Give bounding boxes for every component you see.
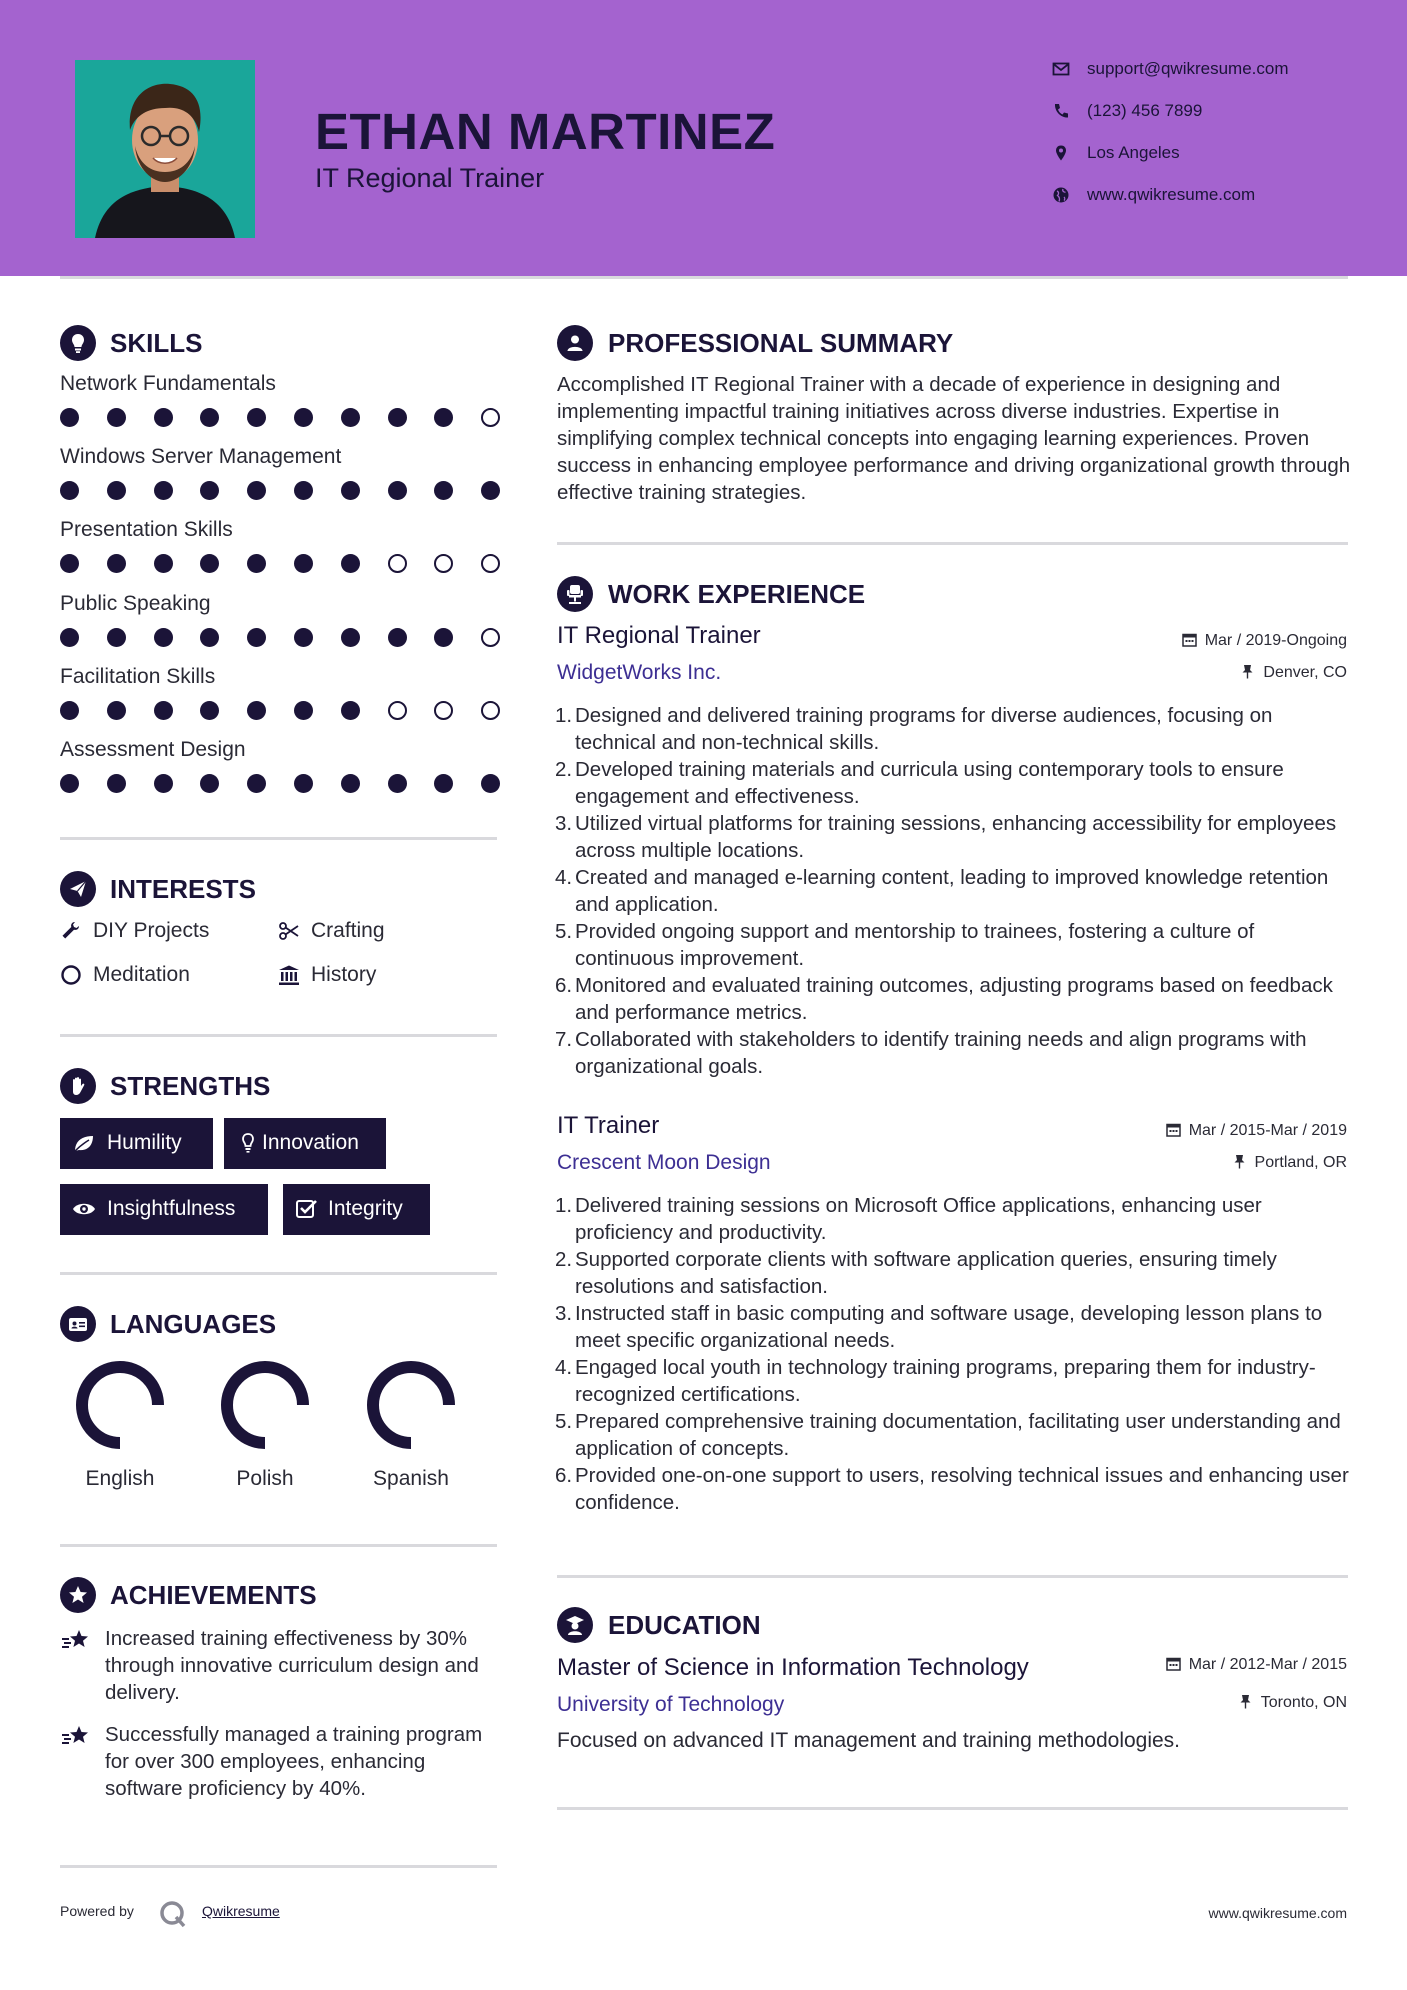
bullet-number: 2. xyxy=(555,758,573,781)
job-bullet xyxy=(557,1300,1357,1354)
skill-name: Windows Server Management xyxy=(60,445,342,468)
language-level-arc xyxy=(82,1367,158,1443)
hand-icon xyxy=(67,1075,89,1097)
strength-badge: Integrity xyxy=(283,1184,430,1235)
job-bullet xyxy=(557,1354,1357,1408)
rating-dot-empty xyxy=(481,408,500,427)
section-divider xyxy=(557,1807,1348,1810)
bullet-text: Provided one-on-one support to users, resolving technical issues and enhancing user confidence. xyxy=(575,1464,1349,1514)
bullet-text: Collaborated with stakeholders to identify training needs and align programs with organizational goals. xyxy=(575,1028,1307,1078)
skill-rating xyxy=(60,701,500,723)
bullet-text: Provided ongoing support and mentorship to trainees, fostering a culture of continuous improvement. xyxy=(575,920,1255,970)
languages-section-icon xyxy=(60,1306,96,1342)
rating-dot-filled xyxy=(247,554,266,573)
bullet-text: Monitored and evaluated training outcomes, adjusting programs based on feedback and performance metrics. xyxy=(575,974,1333,1024)
education-dates: Mar / 2012-Mar / 2015 xyxy=(1166,1656,1347,1674)
bullet-text: Instructed staff in basic computing and software usage, developing lesson plans to meet specific organizational needs. xyxy=(575,1302,1323,1352)
section-divider xyxy=(60,1272,497,1275)
bullet-number: 1. xyxy=(555,704,573,727)
rating-dot-empty xyxy=(481,554,500,573)
rating-dot-filled xyxy=(154,628,173,647)
rating-dot-filled xyxy=(107,701,126,720)
achievement-item: Successfully managed a training program for over 300 employees, enhancing software proficiency by 40%. xyxy=(60,1721,490,1802)
rating-dot-filled xyxy=(107,774,126,793)
rating-dot-filled xyxy=(60,774,79,793)
powered-by-label: Powered by xyxy=(60,1903,134,1919)
language-item: English xyxy=(50,1357,190,1491)
rating-dot-filled xyxy=(107,554,126,573)
section-divider xyxy=(60,1865,497,1868)
rating-dot-filled xyxy=(247,481,266,500)
achievements-heading: ACHIEVEMENTS xyxy=(110,1580,317,1610)
rating-dot-filled xyxy=(294,408,313,427)
bullet-number: 6. xyxy=(555,974,573,997)
user-icon xyxy=(564,332,586,354)
rating-dot-filled xyxy=(60,408,79,427)
strength-badge: Humility xyxy=(60,1118,213,1169)
header-divider xyxy=(60,276,1348,279)
education-school: University of Technology xyxy=(557,1693,785,1716)
bullet-number: 2. xyxy=(555,1248,573,1271)
bullet-text: Utilized virtual platforms for training sessions, enhancing accessibility for employees across multiple locations. xyxy=(575,812,1337,862)
rating-dot-filled xyxy=(107,628,126,647)
section-divider xyxy=(557,542,1348,545)
qwikresume-link[interactable]: Qwikresume xyxy=(202,1903,280,1919)
bullet-number: 5. xyxy=(555,920,573,943)
job-bullet xyxy=(557,1026,1357,1080)
experience-heading: WORK EXPERIENCE xyxy=(608,579,866,609)
job-bullet xyxy=(557,864,1357,918)
office-chair-icon xyxy=(564,583,586,605)
job-dates: Mar / 2019-Ongoing xyxy=(1182,632,1347,650)
summary-section-icon xyxy=(557,325,593,361)
rating-dot-filled xyxy=(200,701,219,720)
rating-dot-empty xyxy=(434,701,453,720)
language-level-arc xyxy=(227,1367,303,1443)
rating-dot-filled xyxy=(247,628,266,647)
job-bullet xyxy=(557,1462,1357,1516)
person-portrait-icon xyxy=(75,60,255,238)
section-divider xyxy=(60,1544,497,1547)
rating-dot-filled xyxy=(434,628,453,647)
pushpin-icon xyxy=(1232,1154,1247,1169)
language-level-ring xyxy=(72,1357,168,1453)
rating-dot-empty xyxy=(434,554,453,573)
footer-website[interactable]: www.qwikresume.com xyxy=(1208,1905,1347,1921)
rating-dot-filled xyxy=(481,774,500,793)
wrench-icon xyxy=(60,920,82,942)
job-location: Portland, OR xyxy=(1232,1154,1347,1172)
job-bullet xyxy=(557,702,1357,756)
rating-dot-empty xyxy=(388,554,407,573)
map-marker-icon xyxy=(1052,144,1070,162)
skill-name: Assessment Design xyxy=(60,738,246,761)
experience-section-icon xyxy=(557,576,593,612)
education-heading: EDUCATION xyxy=(608,1610,761,1640)
language-level-ring xyxy=(217,1357,313,1453)
job-role: IT Regional Trainer xyxy=(557,622,761,649)
skill-rating xyxy=(60,554,500,576)
calendar-icon xyxy=(1182,632,1197,647)
rating-dot-filled xyxy=(60,554,79,573)
strength-badge: Insightfulness xyxy=(60,1184,268,1235)
bullet-number: 1. xyxy=(555,1194,573,1217)
bullet-text: Engaged local youth in technology training programs, preparing them for industry-recognized certifications. xyxy=(575,1356,1316,1406)
languages-heading: LANGUAGES xyxy=(110,1309,277,1339)
rating-dot-filled xyxy=(294,774,313,793)
job-bullet xyxy=(557,918,1357,972)
profile-photo xyxy=(75,60,255,238)
rating-dot-filled xyxy=(388,481,407,500)
shooting-star-icon xyxy=(60,1627,92,1655)
job-bullet xyxy=(557,810,1357,864)
job-bullet xyxy=(557,1192,1357,1246)
bullet-text: Prepared comprehensive training documentation, facilitating user understanding and application of concepts. xyxy=(575,1410,1341,1460)
rating-dot-filled xyxy=(434,774,453,793)
bullet-text: Designed and delivered training programs for diverse audiences, focusing on technical and non-technical skills. xyxy=(575,704,1273,754)
job-bullet-list xyxy=(557,1192,1357,1516)
bullet-text: Developed training materials and curricula using contemporary tools to ensure engagement and effectiveness. xyxy=(575,758,1284,808)
rating-dot-filled xyxy=(388,774,407,793)
education-description: Focused on advanced IT management and training methodologies. xyxy=(557,1729,1181,1752)
bullet-text: Created and managed e-learning content, leading to improved knowledge retention and application. xyxy=(575,866,1329,916)
qwikresume-logo-icon xyxy=(158,1899,188,1929)
bullet-text: Delivered training sessions on Microsoft Office applications, enhancing user proficiency and productivity. xyxy=(575,1194,1262,1244)
bullet-number: 3. xyxy=(555,1302,573,1325)
bullet-number: 4. xyxy=(555,866,573,889)
rating-dot-empty xyxy=(481,701,500,720)
rating-dot-filled xyxy=(60,481,79,500)
scissors-icon xyxy=(278,920,300,942)
job-company: Crescent Moon Design xyxy=(557,1151,771,1174)
education-section-icon xyxy=(557,1607,593,1643)
pushpin-icon xyxy=(1238,1694,1253,1709)
skill-rating xyxy=(60,481,500,503)
summary-heading: PROFESSIONAL SUMMARY xyxy=(608,328,954,358)
strengths-section-icon xyxy=(60,1068,96,1104)
job-bullet-list xyxy=(557,702,1357,1080)
calendar-icon xyxy=(1166,1656,1181,1671)
achievement-item: Increased training effectiveness by 30% through innovative curriculum design and delivery. xyxy=(60,1625,490,1706)
skills-section-icon xyxy=(60,325,96,361)
rating-dot-filled xyxy=(341,701,360,720)
skill-name: Network Fundamentals xyxy=(60,372,276,395)
section-divider xyxy=(557,1575,1348,1578)
language-item: Spanish xyxy=(341,1357,481,1491)
education-location: Toronto, ON xyxy=(1238,1694,1347,1712)
skill-name: Presentation Skills xyxy=(60,518,233,541)
lightbulb-icon xyxy=(67,332,89,354)
skills-heading: SKILLS xyxy=(110,328,203,358)
skill-rating xyxy=(60,628,500,650)
candidate-title: IT Regional Trainer xyxy=(315,163,545,193)
check-square-icon xyxy=(295,1198,319,1220)
job-bullet xyxy=(557,972,1357,1026)
star-icon xyxy=(67,1584,89,1606)
lightbulb-icon xyxy=(236,1132,260,1154)
calendar-icon xyxy=(1166,1122,1181,1137)
job-dates: Mar / 2015-Mar / 2019 xyxy=(1166,1122,1347,1140)
section-divider xyxy=(60,837,497,840)
job-bullet xyxy=(557,1408,1357,1462)
rating-dot-filled xyxy=(341,774,360,793)
rating-dot-filled xyxy=(60,628,79,647)
circle-icon xyxy=(60,964,82,986)
section-divider xyxy=(60,1034,497,1037)
rating-dot-filled xyxy=(434,481,453,500)
leaf-icon xyxy=(72,1132,96,1154)
bullet-number: 4. xyxy=(555,1356,573,1379)
rating-dot-filled xyxy=(247,774,266,793)
id-card-icon xyxy=(67,1313,89,1335)
rating-dot-filled xyxy=(341,408,360,427)
shooting-star-icon xyxy=(60,1723,92,1751)
rating-dot-empty xyxy=(481,628,500,647)
rating-dot-filled xyxy=(154,408,173,427)
rating-dot-filled xyxy=(154,554,173,573)
candidate-name: ETHAN MARTINEZ xyxy=(315,103,776,160)
interests-section-icon xyxy=(60,871,96,907)
bullet-number: 6. xyxy=(555,1464,573,1487)
rating-dot-filled xyxy=(60,701,79,720)
rating-dot-filled xyxy=(294,628,313,647)
job-company: WidgetWorks Inc. xyxy=(557,661,722,684)
rating-dot-filled xyxy=(481,481,500,500)
rating-dot-filled xyxy=(154,701,173,720)
language-level-arc xyxy=(373,1367,449,1443)
job-bullet xyxy=(557,1246,1357,1300)
phone-icon xyxy=(1052,102,1070,120)
language-level-ring xyxy=(363,1357,459,1453)
rating-dot-filled xyxy=(247,408,266,427)
strengths-heading: STRENGTHS xyxy=(110,1071,271,1101)
rating-dot-empty xyxy=(388,701,407,720)
rating-dot-filled xyxy=(154,481,173,500)
rating-dot-filled xyxy=(341,628,360,647)
rating-dot-filled xyxy=(294,481,313,500)
summary-text: Accomplished IT Regional Trainer with a decade of experience in designing and implementing impactful training initiatives across diverse industries. Expertise in simplifying complex technical concepts into engaging learning experiences. Proven success in enhancing employee performance and driving organizational growth through effective training strategies. xyxy=(557,373,1351,504)
rating-dot-filled xyxy=(200,628,219,647)
rating-dot-filled xyxy=(294,554,313,573)
rating-dot-filled xyxy=(154,774,173,793)
skill-name: Facilitation Skills xyxy=(60,665,216,688)
skill-rating xyxy=(60,774,500,796)
bullet-text: Supported corporate clients with software application queries, ensuring timely resolutions and satisfaction. xyxy=(575,1248,1277,1298)
rating-dot-filled xyxy=(200,774,219,793)
rating-dot-filled xyxy=(294,701,313,720)
envelope-icon xyxy=(1052,60,1070,78)
eye-icon xyxy=(72,1198,96,1220)
rating-dot-filled xyxy=(247,701,266,720)
rating-dot-filled xyxy=(341,481,360,500)
rating-dot-filled xyxy=(107,481,126,500)
job-location: Denver, CO xyxy=(1240,664,1347,682)
language-item: Polish xyxy=(195,1357,335,1491)
education-degree: Master of Science in Information Technology xyxy=(557,1654,1029,1681)
rating-dot-filled xyxy=(341,554,360,573)
bullet-number: 7. xyxy=(555,1028,573,1051)
rating-dot-filled xyxy=(388,628,407,647)
graduate-icon xyxy=(564,1614,586,1636)
bullet-number: 3. xyxy=(555,812,573,835)
bullet-number: 5. xyxy=(555,1410,573,1433)
job-bullet xyxy=(557,756,1357,810)
globe-icon xyxy=(1052,186,1070,204)
rating-dot-filled xyxy=(434,408,453,427)
rating-dot-filled xyxy=(200,408,219,427)
interests-heading: INTERESTS xyxy=(110,874,256,904)
rating-dot-filled xyxy=(107,408,126,427)
rating-dot-filled xyxy=(388,408,407,427)
paper-plane-icon xyxy=(67,878,89,900)
pushpin-icon xyxy=(1240,664,1255,679)
bank-icon xyxy=(278,964,300,986)
achievements-section-icon xyxy=(60,1577,96,1613)
rating-dot-filled xyxy=(200,481,219,500)
skill-name: Public Speaking xyxy=(60,592,211,615)
rating-dot-filled xyxy=(200,554,219,573)
job-role: IT Trainer xyxy=(557,1112,660,1139)
strength-badge: Innovation xyxy=(224,1118,386,1169)
skill-rating xyxy=(60,408,500,430)
